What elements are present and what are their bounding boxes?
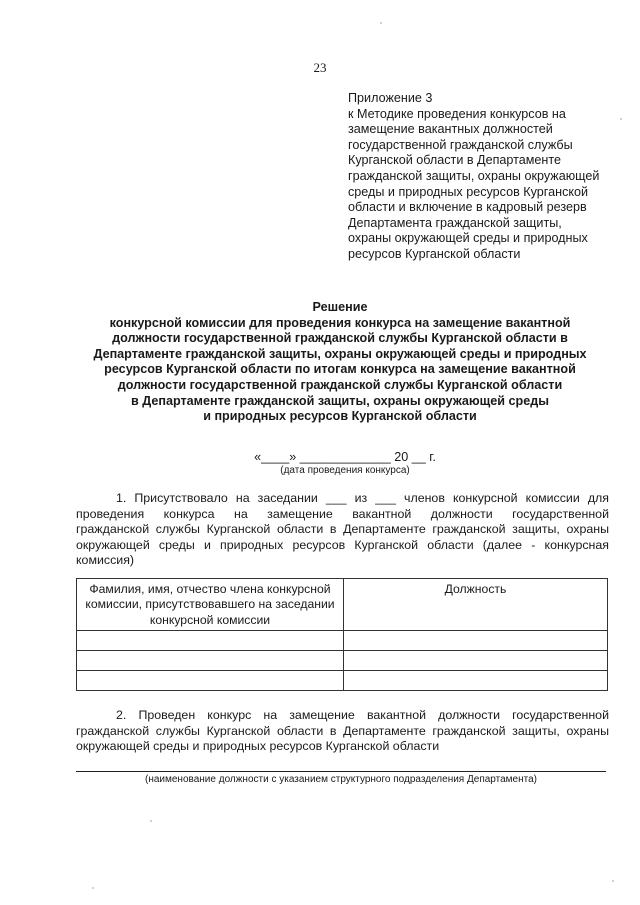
paragraph-contest [76,708,609,755]
decision-line: ресурсов Курганской области по итогам конкурса на замещение вакантной [104,362,576,377]
table-cell [77,631,344,651]
appendix-line: среды и природных ресурсов Курганской [348,184,589,199]
scan-speck [612,880,614,882]
paragraph-line: 2. Проведен конкурс на замещение вакантной должности государственной [116,708,609,722]
paragraph-line: гражданской службы Курганской области в Департаменте гражданской защиты, охраны [76,522,609,537]
table-cell [344,671,608,691]
paragraph-attendance [76,491,609,569]
paragraph-line: проведения конкурса на замещение вакантной должности государственной [76,506,609,521]
appendix-line: Департамента гражданской защиты, [348,215,562,230]
table-row [77,631,608,651]
appendix-note [348,91,618,263]
column-header-position: Должность [344,579,608,631]
scan-speck [150,820,152,822]
appendix-line: ресурсов Курганской области [348,246,521,261]
table-cell [344,651,608,671]
date-field: «____» _____________ 20 __ г. [254,450,436,464]
scan-speck [620,118,622,120]
decision-line: Департаменте гражданской защиты, охраны окружающей среды и природных [93,346,587,361]
appendix-line: Курганской области в Департаменте [348,153,562,168]
decision-title [0,300,640,425]
decision-line: в Департаменте гражданской защиты, охраны окружающей среды [131,393,549,408]
appendix-line: Приложение 3 [348,91,433,105]
appendix-line: к Методике проведения конкурсов на [348,106,566,121]
table-header-row [77,579,608,631]
decision-heading: Решение [312,300,368,314]
table-cell [77,651,344,671]
paragraph-line: комиссия) [76,553,135,568]
table-cell [77,671,344,691]
decision-line: должности государственной гражданской службы Курганской области [117,377,563,392]
table-row [77,671,608,691]
paragraph-line: окружающей среды и природных ресурсов Курганской области [76,739,440,754]
date-caption: (дата проведения конкурса) [280,465,410,476]
decision-line: должности государственной гражданской службы Курганской области в [112,331,568,346]
table-row [77,651,608,671]
position-fill-line [76,771,606,772]
column-header-name: Фамилия, имя, отчество члена конкурсной комиссии, присутствовавшего на заседании конкурсной комиссии [77,579,344,631]
position-caption: (наименование должности с указанием структурного подразделения Департамента) [145,774,537,785]
appendix-line: охраны окружающей среды и природных [348,231,588,246]
paragraph-line: окружающей среды и природных ресурсов Курганской области (далее - конкурсная [76,537,609,552]
appendix-line: гражданской защиты, охраны окружающей [348,168,600,183]
paragraph-line: гражданской службы Курганской области в Департаменте гражданской защиты, охраны [76,723,609,738]
decision-line: и природных ресурсов Курганской области [203,409,477,424]
paragraph-line: 1. Присутствовало на заседании ___ из ___ членов конкурсной комиссии для [116,491,609,505]
members-table [76,578,608,691]
appendix-line: замещение вакантных должностей [348,122,553,137]
page-number: 23 [313,60,327,75]
table-cell [344,631,608,651]
scan-speck [92,887,94,889]
appendix-line: государственной гражданской службы [348,137,573,152]
decision-line: конкурсной комиссии для проведения конкурса на замещение вакантной [109,315,571,330]
scan-speck [380,22,382,24]
appendix-line: области и включение в кадровый резерв [348,200,587,215]
